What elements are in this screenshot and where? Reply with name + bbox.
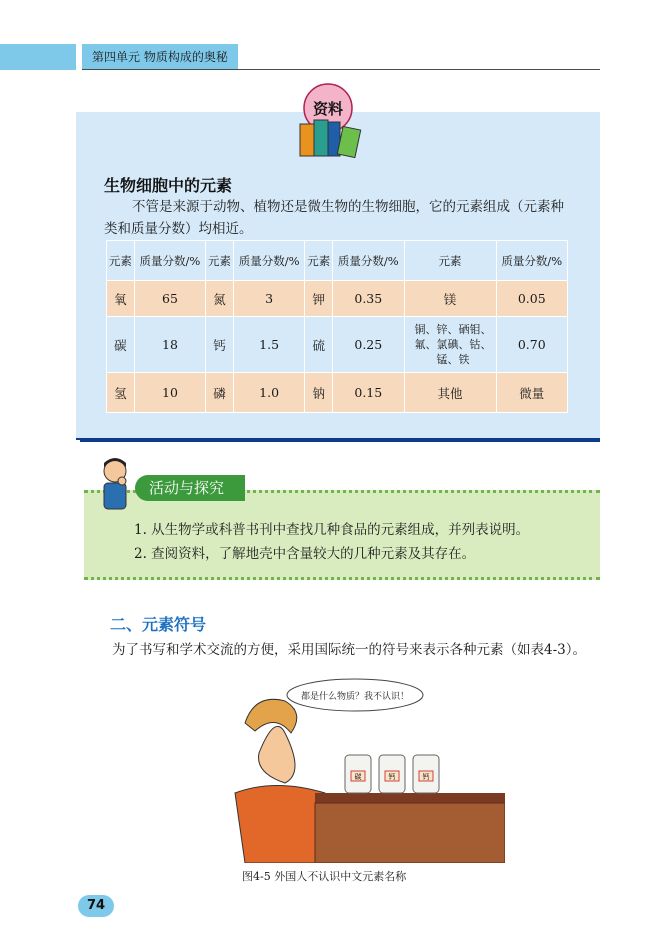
table-header: 元素	[206, 241, 234, 281]
table-cell: 碳	[107, 317, 135, 373]
reference-title: 生物细胞中的元素	[104, 176, 233, 195]
table-cell: 硫	[305, 317, 333, 373]
table-cell: 0.70	[496, 317, 567, 373]
table-cell: 18	[134, 317, 205, 373]
table-cell: 钠	[305, 373, 333, 413]
table-cell: 其他	[404, 373, 496, 413]
table-cell: 氮	[206, 281, 234, 317]
table-cell: 0.05	[496, 281, 567, 317]
table-cell: 氢	[107, 373, 135, 413]
table-cell: 65	[134, 281, 205, 317]
thinking-student-icon	[92, 455, 138, 511]
table-cell: 1.5	[233, 317, 304, 373]
unit-header: 第四单元 物质构成的奥秘	[82, 44, 238, 70]
table-row	[107, 281, 568, 317]
table-cell: 10	[134, 373, 205, 413]
bottle-label: 碳	[354, 773, 362, 781]
speech-bubble-text: 都是什么物质？我不认识！	[300, 692, 410, 702]
table-header: 质量分数/%	[333, 241, 404, 281]
table-cell: 钙	[206, 317, 234, 373]
table-header: 元素	[107, 241, 135, 281]
table-header: 质量分数/%	[134, 241, 205, 281]
badge-text: 资料	[312, 100, 344, 118]
table-header-row	[107, 241, 568, 281]
table-header: 元素	[305, 241, 333, 281]
page-number: 74	[78, 895, 114, 917]
section-title: 二、元素符号	[110, 615, 207, 634]
table-cell: 0.35	[333, 281, 404, 317]
books-badge-icon	[288, 80, 368, 158]
header-rule	[82, 69, 600, 70]
table-row	[107, 373, 568, 413]
activity-list	[134, 518, 529, 566]
table-cell: 1.0	[233, 373, 304, 413]
foreigner-illustration	[215, 673, 505, 863]
bottle-label: 钙	[388, 773, 396, 781]
table-cell: 磷	[206, 373, 234, 413]
table-cell: 3	[233, 281, 304, 317]
bottle-label: 钙	[422, 773, 430, 781]
elements-table	[106, 240, 568, 413]
table-cell: 0.25	[333, 317, 404, 373]
reference-body: 不管是来源于动物、植物还是微生物的生物细胞，它的元素组成（元素种类和质量分数）均相近。	[104, 199, 564, 237]
list-item: 1. 从生物学或科普书刊中查找几种食品的元素组成，并列表说明。	[134, 522, 530, 538]
table-cell: 钾	[305, 281, 333, 317]
table-header: 元素	[404, 241, 496, 281]
section-text: 为了书写和学术交流的方便，采用国际统一的符号来表示各种元素（如表4-3）。	[112, 642, 586, 658]
left-margin	[0, 0, 76, 945]
figure-caption: 图4-5 外国人不认识中文元素名称	[242, 870, 407, 883]
table-cell: 氧	[107, 281, 135, 317]
list-item: 2. 查阅资料，了解地壳中含量较大的几种元素及其存在。	[134, 546, 476, 562]
table-cell: 镁	[404, 281, 496, 317]
table-row	[107, 317, 568, 373]
table-header: 质量分数/%	[496, 241, 567, 281]
reference-box-shadow	[80, 438, 600, 442]
table-cell: 铜、锌、硒钼、氟、氯碘、钴、锰、铁	[404, 317, 496, 373]
table-cell: 微量	[496, 373, 567, 413]
header-color-strip	[0, 44, 76, 70]
activity-label: 活动与探究	[135, 475, 245, 501]
table-cell: 0.15	[333, 373, 404, 413]
table-header: 质量分数/%	[233, 241, 304, 281]
